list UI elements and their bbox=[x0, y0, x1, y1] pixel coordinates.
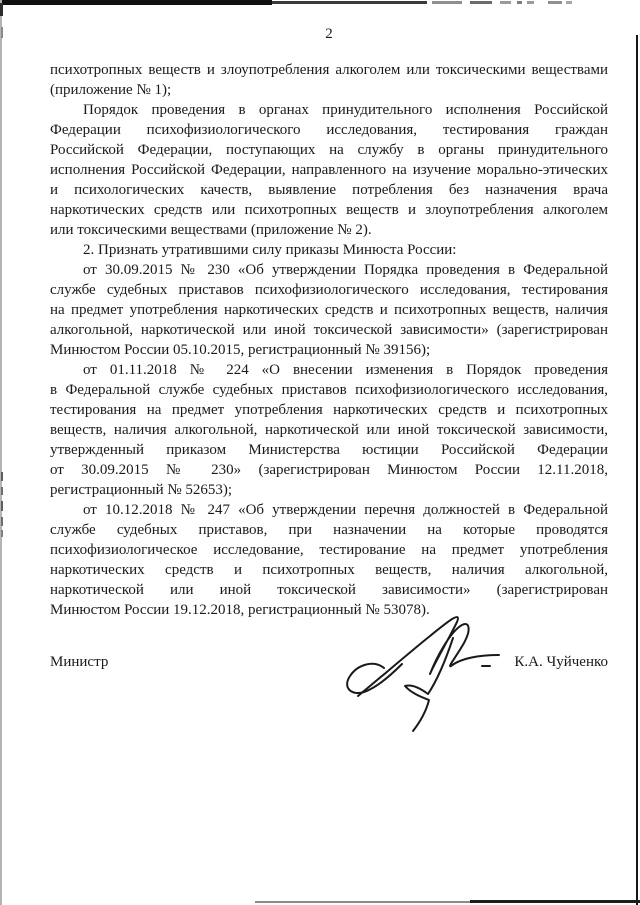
scan-artifact-bottom-line bbox=[255, 901, 470, 903]
paragraph bbox=[50, 360, 608, 500]
scan-artifact-left-dash bbox=[1, 530, 3, 537]
paragraph bbox=[50, 240, 608, 260]
text-line: наркотических средств и психотропных веществ, наличия алкогольной, bbox=[50, 562, 608, 578]
text-line: 2. Признать утратившими силу приказы Минюста России: bbox=[83, 242, 457, 258]
scan-artifact-top-dash bbox=[432, 1, 462, 4]
paragraph bbox=[50, 100, 608, 240]
scan-artifact-top-bar bbox=[0, 0, 272, 5]
scan-artifact-top-dash bbox=[566, 1, 572, 4]
text-line: Минюстом России 05.10.2015, регистрационный № 39156); bbox=[50, 342, 431, 358]
page-number: 2 bbox=[325, 26, 333, 42]
scan-artifact-top-bar bbox=[272, 1, 427, 4]
text-line: или токсическими веществами (приложение № 2). bbox=[50, 222, 372, 238]
text-line: тестирования на предмет употребления наркотических средств и психотропных bbox=[50, 402, 608, 418]
text-line: исполнения Российской Федерации, направленного на изучение морально-этических bbox=[50, 162, 608, 178]
scan-artifact-top-dash bbox=[548, 1, 562, 4]
minister-signature bbox=[332, 602, 507, 737]
scan-artifact-top-dash bbox=[517, 1, 522, 4]
text-line: в Федеральной службе судебных приставов психофизиологического исследования, bbox=[50, 382, 608, 398]
scan-artifact-top-dash bbox=[470, 1, 492, 4]
text-line: психофизиологическое исследование, тестирование на предмет употребления bbox=[50, 542, 608, 558]
text-line: от 01.11.2018 № 224 «О внесении изменения в Порядок проведения bbox=[83, 362, 608, 378]
scan-artifact-top-dash bbox=[500, 1, 511, 4]
text-line: Минюстом России 19.12.2018, регистрационный № 53078). bbox=[50, 602, 430, 618]
text-line: веществ, наличия алкогольной, наркотической или иной токсической зависимости, bbox=[50, 422, 608, 438]
text-line: регистрационный № 52653); bbox=[50, 482, 233, 498]
scan-artifact-right-line bbox=[636, 35, 638, 905]
text-line: наркотических средств или психотропных веществ и злоупотребления алкоголем bbox=[50, 202, 608, 218]
document-body bbox=[50, 60, 608, 620]
text-line: (приложение № 1); bbox=[50, 82, 172, 98]
text-line: от 30.09.2015 № 230 «Об утверждении Порядка проведения в Федеральной bbox=[83, 262, 608, 278]
scan-artifact-left-dash bbox=[0, 3, 3, 16]
scan-artifact-top-dash bbox=[527, 1, 534, 4]
scan-artifact-bottom-line bbox=[470, 900, 640, 903]
text-line: Федерации психофизиологического исследования, тестирования граждан bbox=[50, 122, 608, 138]
signer-name: К.А. Чуйченко bbox=[514, 654, 608, 670]
signer-title: Министр bbox=[50, 654, 109, 670]
paragraph bbox=[50, 500, 608, 620]
paragraph bbox=[50, 260, 608, 360]
text-line: психотропных веществ и злоупотребления алкоголем или токсическими веществами bbox=[50, 62, 608, 78]
text-line: от 10.12.2018 № 247 «Об утверждении перечня должностей в Федеральной bbox=[83, 502, 608, 518]
scan-artifact-left-dash bbox=[1, 472, 3, 481]
text-line: алкогольной, наркотической или иной токсической зависимости» (зарегистрирован bbox=[50, 322, 608, 338]
text-line: службе судебных приставов психофизиологического исследования, тестирования bbox=[50, 282, 608, 298]
text-line: на предмет употребления наркотических средств и психотропных веществ, наличия bbox=[50, 302, 608, 318]
text-line: от 30.09.2015 № 230» (зарегистрирован Минюстом России 12.11.2018, bbox=[50, 462, 608, 478]
text-line: Российской Федерации, поступающих на службу в органы принудительного bbox=[50, 142, 608, 158]
scan-artifact-left-dash bbox=[1, 27, 3, 38]
text-line: Порядок проведения в органах принудительного исполнения Российской bbox=[83, 102, 608, 118]
scan-artifact-left-dash bbox=[1, 501, 3, 511]
scan-artifact-left-dash bbox=[1, 487, 3, 495]
text-line: наркотической или иной токсической зависимости» (зарегистрирован bbox=[50, 582, 608, 598]
paragraph bbox=[50, 60, 608, 100]
text-line: службе судебных приставов, при назначении на которые проводятся bbox=[50, 522, 608, 538]
text-line: утвержденный приказом Министерства юстиции Российской Федерации bbox=[50, 442, 608, 458]
scan-artifact-left-line bbox=[0, 0, 2, 905]
scan-artifact-left-dash bbox=[1, 517, 3, 526]
text-line: и психологических качеств, выявление потребления без назначения врача bbox=[50, 182, 608, 198]
